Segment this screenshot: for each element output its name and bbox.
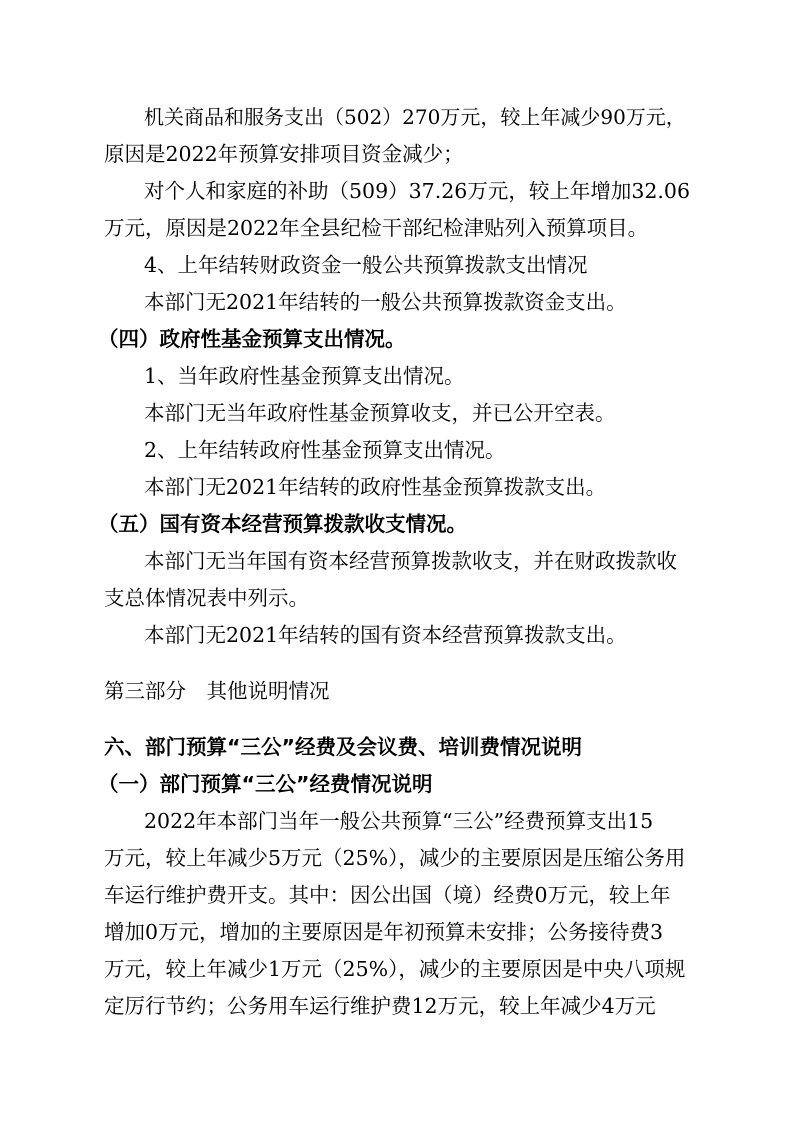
section-heading: （五）国有资本经营预算拨款收支情况。 (98, 512, 467, 536)
text-line: 车运行维护费开支。其中：因公出国（境）经费0万元，较上年 (104, 883, 671, 907)
text-line: 原因是2022年预算安排项目资金减少； (104, 142, 464, 166)
text-line: 支总体情况表中列示。 (104, 586, 309, 610)
text-line: 定厉行节约；公务用车运行维护费12万元，较上年减少4万元 (104, 994, 656, 1018)
text-line: 万元，较上年减少5万元（25%），减少的主要原因是压缩公务用 (104, 846, 686, 870)
text-line: 4、上年结转财政资金一般公共预算拨款支出情况 (144, 253, 588, 277)
text-line: 本部门无2021年结转的一般公共预算拨款资金支出。 (144, 290, 627, 314)
text-line: 本部门无当年政府性基金预算收支，并已公开空表。 (144, 401, 616, 425)
chapter-heading: 六、部门预算“三公”经费及会议费、培训费情况说明 (104, 735, 582, 759)
text-line: 万元，原因是2022年全县纪检干部纪检津贴列入预算项目。 (104, 216, 649, 240)
text-line: 1、当年政府性基金预算支出情况。 (144, 364, 465, 388)
text-line: 本部门无2021年结转的国有资本经营预算拨款支出。 (144, 623, 627, 647)
text-line: 增加0万元，增加的主要原因是年初预算未安排；公务接待费3 (104, 920, 664, 944)
text-line: 机关商品和服务支出（502）270万元，较上年减少90万元， (144, 105, 686, 129)
text-line: 对个人和家庭的补助（509）37.26万元，较上年增加32.06 (144, 179, 691, 203)
text-line: 2022年本部门当年一般公共预算“三公”经费预算支出15 (144, 809, 654, 833)
part-heading: 第三部分 其他说明情况 (104, 679, 330, 703)
text-line: 2、上年结转政府性基金预算支出情况。 (144, 438, 506, 462)
text-line: 万元，较上年减少1万元（25%），减少的主要原因是中央八项规 (104, 957, 686, 981)
text-line: 本部门无当年国有资本经营预算拨款收支，并在财政拨款收 (144, 549, 677, 573)
section-heading: （四）政府性基金预算支出情况。 (98, 327, 406, 351)
section-heading: （一）部门预算“三公”经费情况说明 (98, 772, 433, 796)
text-line: 本部门无2021年结转的政府性基金预算拨款支出。 (144, 475, 607, 499)
